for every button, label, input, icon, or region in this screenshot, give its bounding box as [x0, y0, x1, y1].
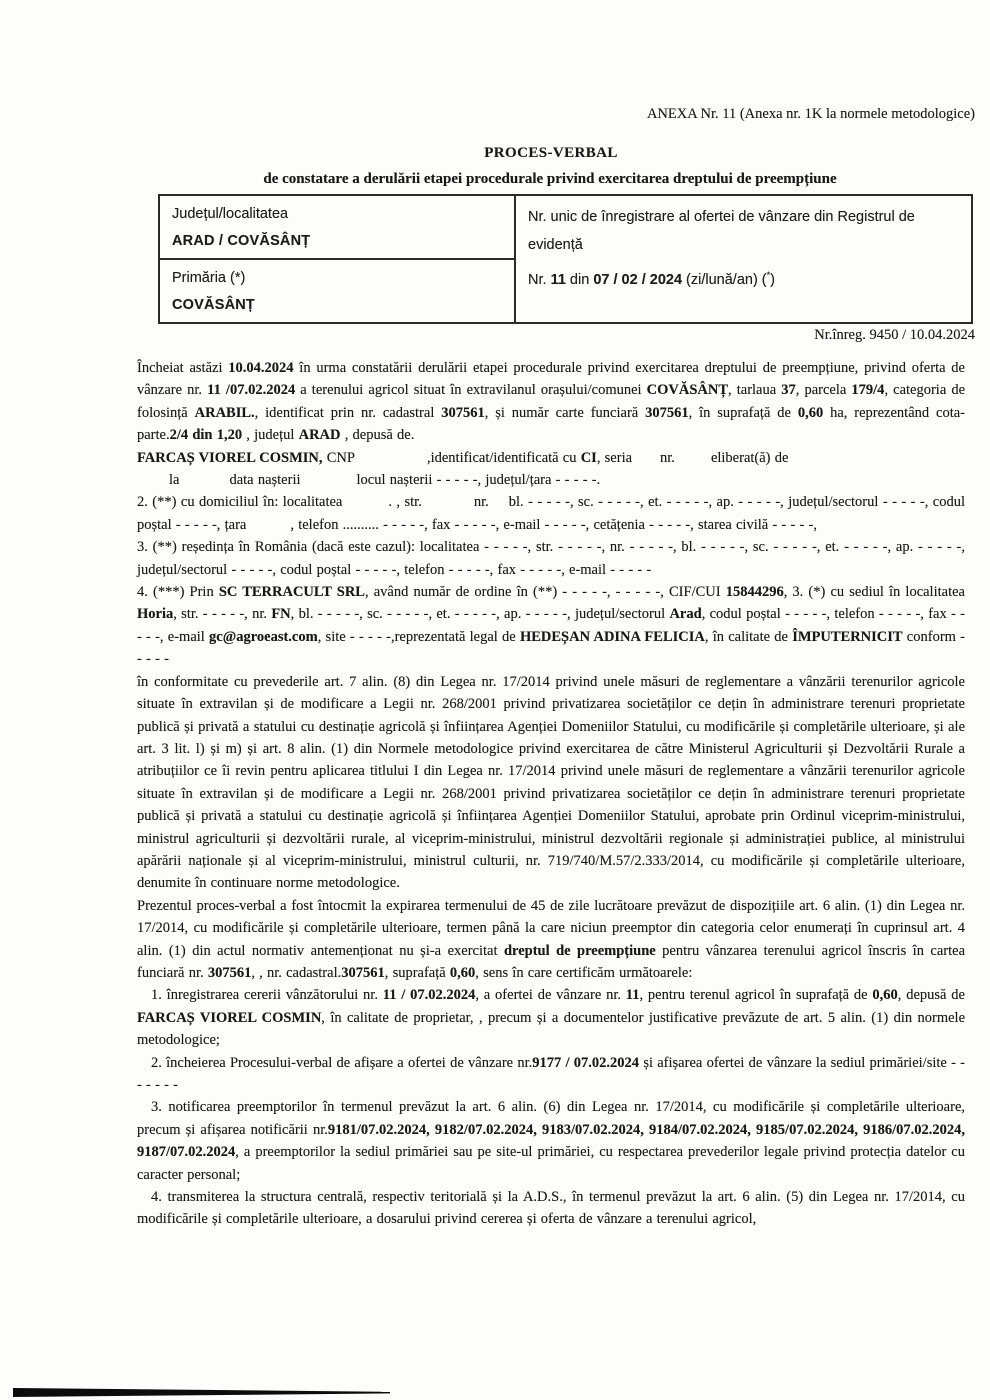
certification-paragraph: Prezentul proces-verbal a fost întocmit la expirarea termenului de 45 de zile lucrătoare prevăzut de dispozițiile art. 6 alin. (1) din Legea nr. 17/2014, cu modificările și completările ulterioare, termen până la care niciun preemptor din categoria celor enumerați în cuprinsul art. 4 alin. (1) din actul normativ antemenționat nu și-a exercitat dreptul de preempțiune pentru vânzarea terenului agricol înscris în cartea funciară nr. 307561, , nr. cadastral.307561, suprafață 0,60, sens în care certificăm următoarele:: [137, 897, 966, 981]
cell-registru: [515, 195, 972, 323]
intro-paragraph: Încheiat astăzi 10.04.2024 în urma constatării derulării etapei procedurale privind exercitarea dreptului de preempțiune, privind oferta de vânzare nr. 11 /07.02.2024 a terenului agricol situat în extravilanul orașului/comunei COVĂSÂNȚ, tarlaua 37, parcela 179/4, categoria de folosință ARABIL., identificat prin nr. cadastral 307561, și număr carte funciară 307561, în suprafață de 0,60 ha, reprezentând cota-parte.2/4 din 1,20 , județul ARAD , depusă de.: [137, 360, 966, 444]
item-2: 2. încheierea Procesului-verbal de afișare a ofertei de vânzare nr.9177 / 07.02.2024 și afișarea ofertei de vânzare la sediul primăriei/site - - - - - - -: [137, 1054, 966, 1093]
residence-clause: 3. (**) reședința în România (dacă este cazul): localitatea - - - - -, str. - - - - -, nr. - - - - -, bl. - - - - -, sc. - - - - -, et. - - - - -, ap. - - - - -, județul/sectorul - - - - -, codul poștal - - - - -, telefon - - - - -, fax - - - - -, e-mail - - - - -: [137, 539, 965, 578]
primaria-value: COVĂSÂNȚ: [172, 297, 255, 313]
registry-caption: Nr. unic de înregistrare al ofertei de vânzare din Registrul de evidență: [528, 209, 915, 253]
scan-artifact: [13, 1388, 390, 1397]
document-title: PROCES-VERBAL: [484, 145, 618, 161]
document-subtitle: de constatare a derulării etapei procedurale privind exercitarea dreptului de preempțiune: [263, 171, 837, 187]
legal-basis-paragraph: în conformitate cu prevederile art. 7 alin. (8) din Legea nr. 17/2014 privind unele măsuri de reglementare a vânzării terenurilor agricole situate în extravilan și de modificare a Legii nr. 268/2001 privind privatizarea societăților ce dețin în administrare terenuri proprietate publică și privată a statului cu destinație agricolă și înființarea Agenției Domeniilor Statului, cu modificările și completările ulterioare, și ale art. 3 lit. l) și m) și art. 8 alin. (1) din Normele metodologice privind exercitarea de către Ministerul Agriculturii și Dezvoltării Rurale a atribuțiilor ce îi revin pentru aplicarea titlului I din Legea nr. 17/2014 privind unele măsuri de reglementare a vânzării terenurilor agricole situate în extravilan și de modificare a Legii nr. 268/2001 privind privatizarea societăților ce dețin în administrare terenuri proprietate publică și privată a statului cu destinație agricolă și înființarea Agenției Domeniilor Statului, aprobate prin Ordinul viceprim-ministrului, ministrul agriculturii și dezvoltării rurale, al viceprim-ministrului, ministrul dezvoltării regionale și administrației publice, al ministrului apărării naționale și al viceprim-ministrului, ministrul culturii, nr. 719/740/M.57/2.333/2014, cu modificările și completările ulterioare, denumite în continuare norme metodologice.: [137, 673, 965, 892]
item-1: 1. înregistrarea cererii vânzătorului nr. 11 / 07.02.2024, a ofertei de vânzare nr. 11, pentru terenul agricol în suprafață de 0,60, depusă de FARCAȘ VIOREL COSMIN, în calitate de proprietar, , precum și a documentelor justificative prevăzute de art. 5 alin. (1) din normele metodologice;: [137, 987, 965, 1049]
proxy-clause: 4. (***) Prin SC TERRACULT SRL, având număr de ordine în (**) - - - - -, - - - - -, CIF/CUI 15844296, 3. (*) cu sediul în localitatea Horia, str. - - - - -, nr. FN, bl. - - - - -, sc. - - - - -, et. - - - - -, ap. - - - - -, județul/sectorul Arad, codul poștal - - - - -, telefon - - - - -, fax - - - - -, e-mail gc@agroeast.com, site - - - - -,reprezentată legal de HEDEȘAN ADINA FELICIA, în calitate de ÎMPUTERNICIT conform - - - - -: [137, 584, 965, 668]
judet-label: Județul/localitatea: [172, 206, 289, 222]
cell-judet: [159, 195, 515, 259]
header-info-table: [158, 194, 973, 324]
registry-number: Nr. 11 din 07 / 02 / 2024 (zi/lună/an) (*): [528, 270, 775, 288]
domicile-clause: 2. (**) cu domiciliul în: localitatea . , str. nr. bl. - - - - -, sc. - - - - -, et. - - - - -, ap. - - - - -, județul/sectorul - - - - -, codul poștal - - - - -, țara , telefon .......... - - - - -, fax - - - - -, e-mail - - - - -, cetățenia - - - - -, starea civilă - - - - -,: [137, 494, 965, 533]
seller-identity: FARCAȘ VIOREL COSMIN, CNP ,identificat/identificată cu CI, seria nr. eliberat(ă) de la data nașterii locul nașterii - - - - -, județul/țara - - - - -.: [137, 449, 789, 489]
item-3: 3. notificarea preemptorilor în termenul prevăzut la art. 6 alin. (6) din Legea nr. 17/2014, cu modificările și completările ulterioare, precum și afișarea notificării nr.9181/07.02.2024, 9182/07.02.2024, 9183/07.02.2024, 9184/07.02.2024, 9185/07.02.2024, 9186/07.02.2024, 9187/07.02.2024, a preemptorilor la sediul primăriei sau pe site-ul primăriei, cu respectarea prevederilor legale privind protecția datelor cu caracter personal;: [137, 1099, 966, 1183]
document-body: [137, 357, 965, 1231]
primaria-label: Primăria (*): [172, 270, 246, 286]
cell-primaria: [159, 259, 515, 323]
item-4: 4. transmiterea la structura centrală, respectiv teritorială și la A.D.S., în termenul prevăzut la art. 6 alin. (5) din Legea nr. 17/2014, cu modificările și completările ulterioare, a dosarului privind cererea și oferta de vânzare a terenului agricol,: [137, 1189, 965, 1228]
annex-note: ANEXA Nr. 11 (Anexa nr. 1K la normele metodologice): [646, 106, 975, 122]
registration-note: Nr.înreg. 9450 / 10.04.2024: [814, 327, 975, 343]
judet-value: ARAD / COVĂSÂNȚ: [172, 233, 311, 249]
